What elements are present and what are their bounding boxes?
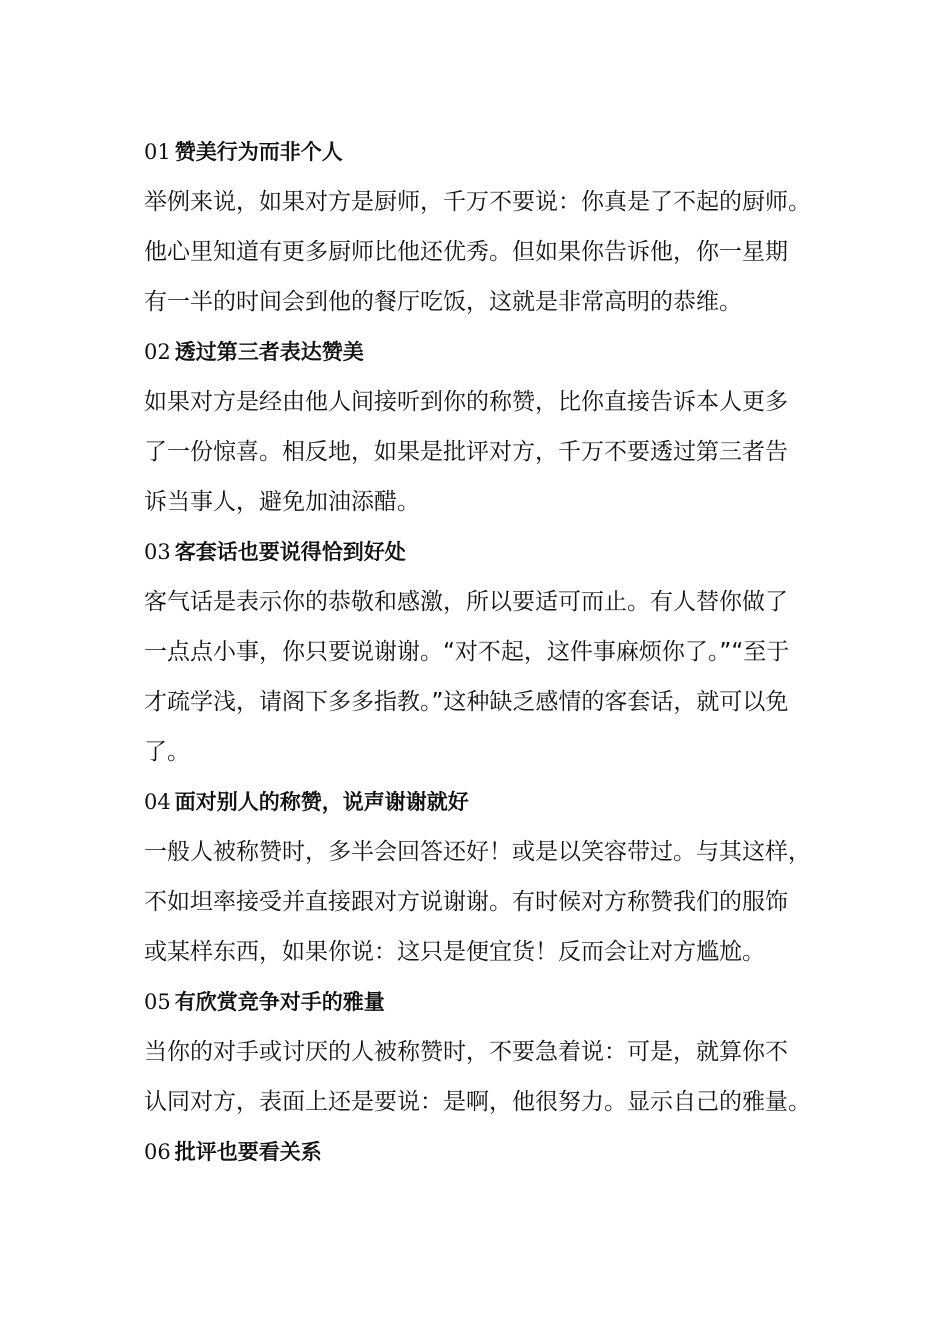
paragraph-line: 一点点小事，你只要说谢谢。“对不起，这件事麻烦你了。”“至于 [144, 639, 790, 665]
paragraph-line: 当你的对手或讨厌的人被称赞时，不要急着说：可是，就算你不 [144, 1039, 788, 1065]
paragraph-line: 他心里知道有更多厨师比他还优秀。但如果你告诉他，你一星期 [144, 239, 788, 265]
paragraph-line: 如果对方是经由他人间接听到你的称赞，比你直接告诉本人更多 [144, 389, 788, 415]
section-heading-04 [144, 777, 834, 827]
paragraph-line: 诉当事人，避免加油添醋。 [144, 489, 420, 515]
section-heading-06 [144, 1127, 834, 1177]
section-heading-03 [144, 527, 834, 577]
section-heading-01 [144, 127, 834, 177]
section-number: 03 [144, 540, 171, 564]
section-number: 04 [144, 790, 171, 814]
section-title: 透过第三者表达赞美 [174, 339, 364, 364]
paragraph-line: 了。 [144, 739, 190, 765]
section-number: 01 [144, 140, 171, 164]
section-number: 02 [144, 340, 171, 364]
section-title: 批评也要看关系 [174, 1139, 322, 1164]
section-number: 06 [144, 1140, 171, 1164]
section-title: 赞美行为而非个人 [174, 139, 343, 164]
document-body [144, 127, 834, 1177]
paragraph-line: 了一份惊喜。相反地，如果是批评对方，千万不要透过第三者告 [144, 439, 788, 465]
paragraph-line: 一般人被称赞时，多半会回答还好！或是以笑容带过。与其这样， [144, 839, 811, 865]
section-title: 面对别人的称赞，说声谢谢就好 [174, 789, 469, 814]
paragraph-line: 认同对方，表面上还是要说：是啊，他很努力。显示自己的雅量。 [144, 1089, 811, 1115]
paragraph-line: 客气话是表示你的恭敬和感激，所以要适可而止。有人替你做了 [144, 589, 788, 615]
section-heading-05 [144, 977, 834, 1027]
paragraph-line: 才疏学浅，请阁下多多指教。”这种缺乏感情的客套话，就可以免 [144, 689, 789, 715]
section-heading-02 [144, 327, 834, 377]
section-title: 有欣赏竞争对手的雅量 [174, 989, 385, 1014]
paragraph-line: 或某样东西，如果你说：这只是便宜货！反而会让对方尴尬。 [144, 939, 765, 965]
paragraph-line: 举例来说，如果对方是厨师，千万不要说：你真是了不起的厨师。 [144, 189, 811, 215]
paragraph-line: 有一半的时间会到他的餐厅吃饭，这就是非常高明的恭维。 [144, 289, 742, 315]
section-title: 客套话也要说得恰到好处 [174, 539, 406, 564]
paragraph-line: 不如坦率接受并直接跟对方说谢谢。有时候对方称赞我们的服饰 [144, 889, 788, 915]
section-number: 05 [144, 990, 171, 1014]
